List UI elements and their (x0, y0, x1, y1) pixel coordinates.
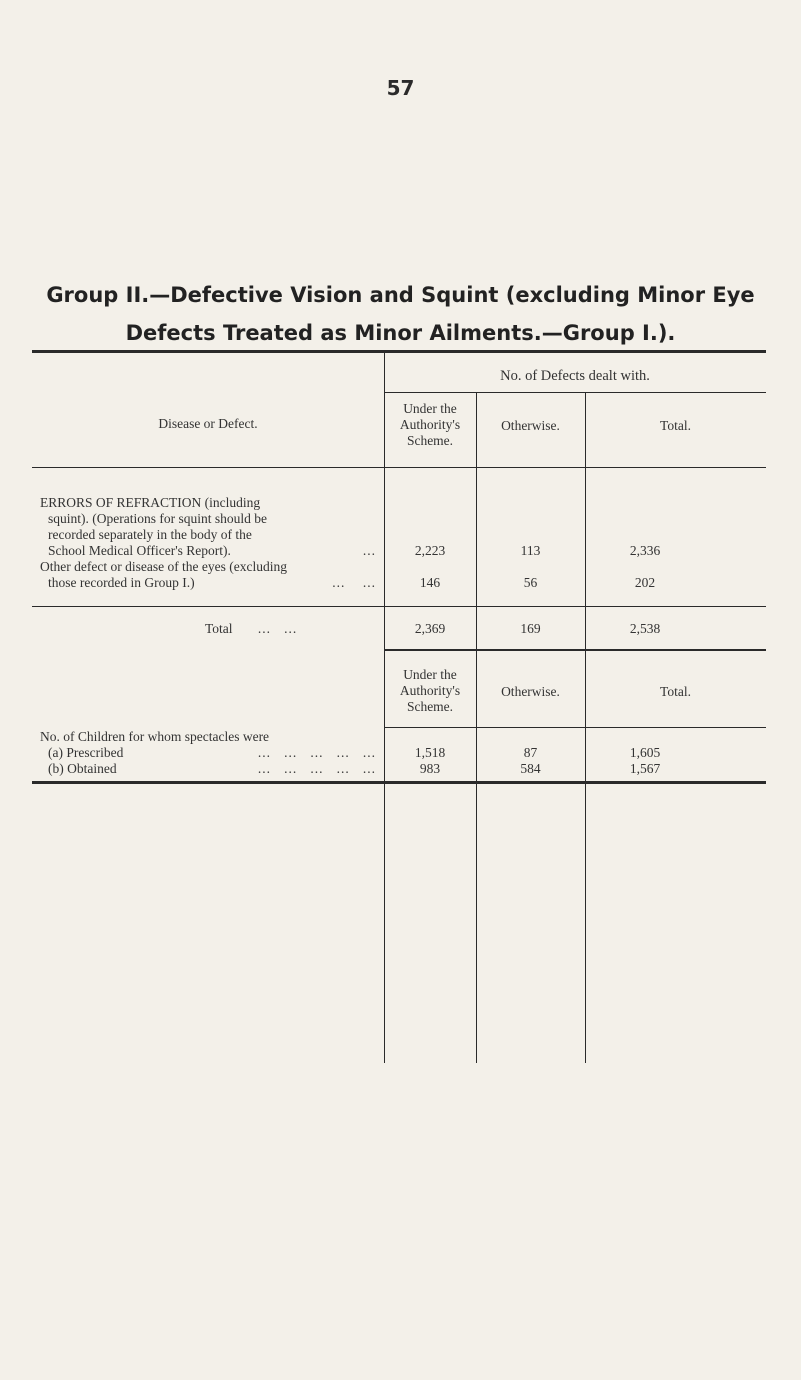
spectacles-row-b-text: Obtained (67, 761, 117, 776)
row-other-label (40, 559, 376, 591)
table-bottom-rule (32, 781, 766, 784)
total-row-otherwise: 169 (520, 621, 541, 636)
spectacles-label-block (40, 729, 376, 777)
leader-dots: ... ... ... ... ... (257, 761, 376, 776)
row-other-under-scheme: 146 (419, 575, 441, 590)
sub-header-under-scheme: Under the Authority's Scheme. (399, 401, 461, 448)
leader-dots: ... ... (235, 621, 298, 636)
total-bottom-rule (384, 649, 766, 651)
spectacles-row-b-label (40, 761, 376, 777)
spectacles-row-b-marker: (b) (48, 761, 64, 776)
spectacles-row-a-total: 1,605 (629, 745, 661, 760)
row-refraction-line-1: ERRORS OF REFRACTION (including (40, 495, 261, 510)
row-refraction-line-4-wrap (40, 543, 376, 559)
total-row-total: 2,538 (629, 621, 661, 636)
spectacles-row-a-under-scheme: 1,518 (414, 745, 446, 760)
row-other-line-2: those recorded in Group I.) (48, 575, 195, 590)
spectacles-row-a-text: Prescribed (66, 745, 124, 760)
total-row-label: Total (205, 621, 233, 636)
spectacles-row-b-under-scheme: 983 (419, 761, 441, 776)
spectacles-label: No. of Children for whom spectacles were (40, 729, 270, 744)
spectacles-row-a-marker: (a) (48, 745, 63, 760)
leader-dots: ... (362, 543, 376, 558)
spectacles-row-a-label (40, 745, 376, 761)
heading-line-1: Group II.—Defective Vision and Squint (excluding Minor Eye (46, 283, 755, 307)
total-top-rule (32, 606, 766, 607)
group-header: No. of Defects dealt with. (500, 368, 650, 384)
group-header-rule (384, 392, 766, 393)
row-other-total: 202 (634, 575, 656, 590)
row-refraction-under-scheme: 2,223 (414, 543, 446, 558)
leader-dots: ... ... ... ... ... (257, 745, 376, 760)
row-refraction-line-2: squint). (Operations for squint should be (48, 511, 267, 526)
spectacles-header-rule (384, 727, 766, 728)
spectacles-sub-header-under-scheme: Under the Authority's Scheme. (399, 667, 461, 714)
row-refraction-line-3: recorded separately in the body of the (48, 527, 252, 542)
spectacles-row-b-otherwise: 584 (520, 761, 541, 776)
row-other-line-1: Other defect or disease of the eyes (excluding (40, 559, 288, 574)
row-refraction-total: 2,336 (629, 543, 661, 558)
col-separator-3 (585, 393, 586, 1063)
heading-line-2: Defects Treated as Minor Ailments.—Group I.). (125, 321, 676, 345)
spectacles-sub-header-total: Total. (660, 684, 691, 699)
spectacles-sub-header-otherwise: Otherwise. (501, 684, 560, 699)
total-row-label-wrap (205, 621, 380, 637)
page-number: 57 (386, 76, 415, 100)
row-refraction-line-4: School Medical Officer's Report). (48, 543, 231, 558)
row-refraction-otherwise: 113 (520, 543, 541, 558)
row-other-line-2-wrap (40, 575, 376, 591)
col-separator-1 (384, 353, 385, 1063)
header-bottom-rule (32, 467, 766, 468)
row-refraction-label (40, 495, 376, 559)
col-disease-header: Disease or Defect. (158, 416, 258, 431)
spectacles-row-a-otherwise: 87 (523, 745, 538, 760)
table-top-rule (32, 350, 766, 353)
leader-dots: ... ... (332, 575, 376, 590)
sub-header-total: Total. (660, 418, 691, 433)
row-other-otherwise: 56 (523, 575, 538, 590)
spectacles-row-b-total: 1,567 (629, 761, 661, 776)
sub-header-otherwise: Otherwise. (501, 418, 560, 433)
col-separator-2 (476, 393, 477, 1063)
total-row-under-scheme: 2,369 (414, 621, 446, 636)
